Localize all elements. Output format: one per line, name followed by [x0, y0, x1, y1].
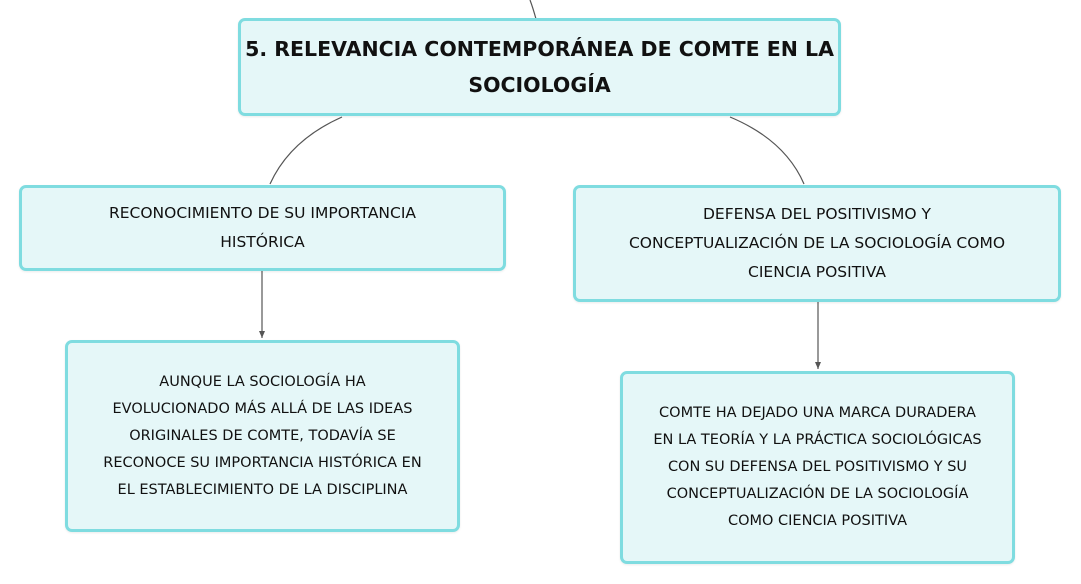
- leaf-text-positivism-defense: COMTE HA DEJADO UNA MARCA DURADERA EN LA TEORÍA Y LA PRÁCTICA SOCIOLÓGICAS CON SU DEFENSA DEL POSITIVISMO Y SU CONCEPTUALIZACIÓN DE LA SOCIOLOGÍA COMO CIENCIA POSITIVA: [653, 405, 982, 529]
- branch-node-positivism-defense[interactable]: [573, 185, 1061, 302]
- branch-label-historical-importance: RECONOCIMIENTO DE SU IMPORTANCIA HISTÓRICA: [108, 204, 417, 251]
- central-topic-label: 5. RELEVANCIA CONTEMPORÁNEA DE COMTE EN LA SOCIOLOGÍA: [245, 37, 834, 97]
- leaf-text-historical-importance: AUNQUE LA SOCIOLOGÍA HA EVOLUCIONADO MÁS ALLÁ DE LAS IDEAS ORIGINALES DE COMTE, TODAVÍA SE RECONOCE SU IMPORTANCIA HISTÓRICA EN EL ESTABLECIMIENTO DE LA DISCIPLINA: [103, 373, 422, 498]
- central-topic-node[interactable]: [238, 18, 841, 116]
- branch-node-historical-importance[interactable]: [19, 185, 506, 271]
- connector-title-to-branch-right: [730, 117, 804, 184]
- branch-label-positivism-defense: DEFENSA DEL POSITIVISMO Y CONCEPTUALIZACIÓN DE LA SOCIOLOGÍA COMO CIENCIA POSITIVA: [628, 205, 1006, 281]
- connector-title-to-branch-left: [270, 117, 342, 184]
- leaf-node-positivism-defense[interactable]: [620, 371, 1015, 564]
- leaf-node-historical-importance[interactable]: [65, 340, 460, 532]
- connector-parent-to-title: [530, 0, 536, 19]
